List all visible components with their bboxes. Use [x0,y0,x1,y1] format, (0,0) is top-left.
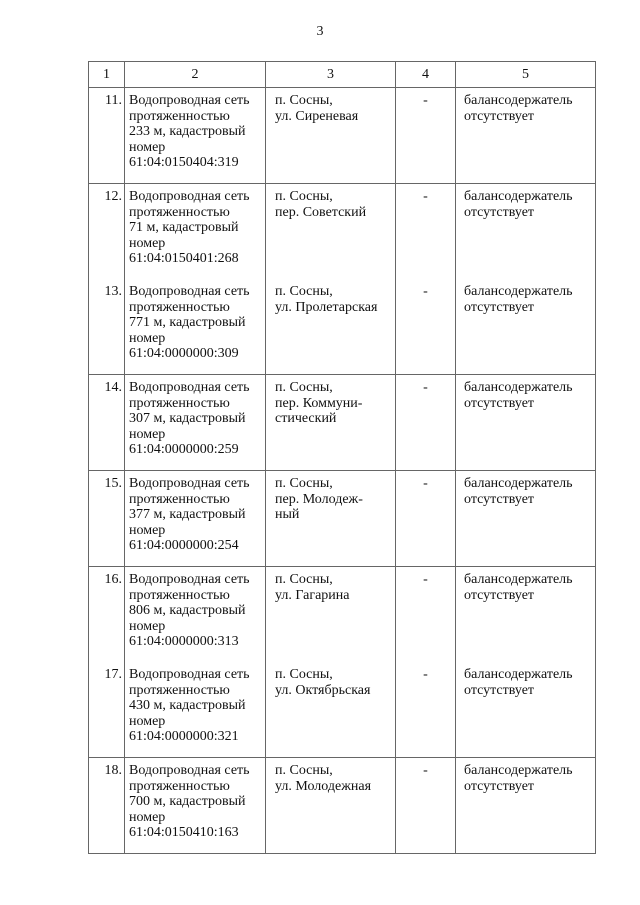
object-name-line: протяженностью [129,108,230,124]
holder-cell [456,662,596,758]
object-name-line: 61:04:0000000:313 [129,634,239,650]
address-cell [266,758,396,854]
address-cell [266,567,396,663]
object-name-line: Водопроводная сеть [129,189,250,204]
address-cell [266,471,396,567]
address-cell [266,662,396,758]
holder-line: отсутствует [464,204,535,220]
object-name-line: 61:04:0000000:254 [129,538,239,554]
object-name-cell [125,88,266,184]
address-line: стический [275,411,337,427]
address-line: ул. Пролетарская [275,299,378,315]
row-number: 14. [89,375,125,471]
holder-line: отсутствует [464,778,535,794]
object-name-line: 61:04:0000000:309 [129,346,239,362]
object-name-cell [125,758,266,854]
object-name-line: Водопроводная сеть [129,380,250,395]
holder-line: отсутствует [464,587,535,603]
address-line: пер. Молодеж- [275,491,363,507]
column-4-value: - [396,88,456,184]
table-row [89,662,596,758]
page-number: 3 [316,24,324,39]
holder-cell [456,375,596,471]
address-line: ул. Гагарина [275,587,350,603]
object-name-line: протяженностью [129,778,230,794]
holder-line: балансодержатель [464,380,573,395]
object-name-line: 61:04:0000000:259 [129,442,239,458]
address-cell [266,88,396,184]
holder-line: балансодержатель [464,763,573,778]
address-line: п. Сосны, [275,667,333,682]
object-name-cell [125,567,266,663]
table-row [89,567,596,663]
object-name-line: 61:04:0000000:321 [129,729,239,745]
object-name-line: номер [129,713,166,729]
holder-cell [456,471,596,567]
address-line: п. Сосны, [275,93,333,108]
object-name-line: Водопроводная сеть [129,572,250,587]
object-name-line: номер [129,618,166,634]
object-name-line: 233 м, кадастровый [129,124,246,140]
holder-cell [456,184,596,280]
column-4-value: - [396,375,456,471]
address-line: пер. Коммуни- [275,395,363,411]
holder-line: балансодержатель [464,93,573,108]
column-header-1: 1 [89,62,125,88]
holder-line: отсутствует [464,491,535,507]
row-number: 15. [89,471,125,567]
object-name-line: 61:04:0150410:163 [129,825,239,841]
holder-line: отсутствует [464,682,535,698]
holder-line: отсутствует [464,395,535,411]
object-name-line: 806 м, кадастровый [129,603,246,619]
object-name-cell [125,184,266,280]
column-header-2: 2 [125,62,266,88]
object-name-line: Водопроводная сеть [129,284,250,299]
object-name-line: 71 м, кадастровый [129,220,239,236]
table-header-row [89,62,596,88]
column-4-value: - [396,184,456,280]
address-cell [266,184,396,280]
object-name-line: Водопроводная сеть [129,667,250,682]
property-table [88,61,596,854]
column-header-3: 3 [266,62,396,88]
object-name-line: протяженностью [129,491,230,507]
row-number: 16. [89,567,125,663]
row-number: 12. [89,184,125,280]
holder-line: балансодержатель [464,189,573,204]
object-name-line: номер [129,139,166,155]
holder-cell [456,758,596,854]
object-name-line: Водопроводная сеть [129,476,250,491]
holder-cell [456,88,596,184]
row-number: 18. [89,758,125,854]
column-4-value: - [396,662,456,758]
object-name-line: Водопроводная сеть [129,93,250,108]
column-4-value: - [396,758,456,854]
address-line: п. Сосны, [275,763,333,778]
object-name-cell [125,279,266,375]
row-number: 13. [89,279,125,375]
table-row [89,279,596,375]
holder-line: балансодержатель [464,667,573,682]
table-row [89,184,596,280]
object-name-line: номер [129,809,166,825]
holder-line: балансодержатель [464,572,573,587]
row-number: 11. [89,88,125,184]
row-number: 17. [89,662,125,758]
column-header-5: 5 [456,62,596,88]
table-row [89,758,596,854]
address-cell [266,279,396,375]
holder-line: балансодержатель [464,476,573,491]
object-name-line: 377 м, кадастровый [129,507,246,523]
object-name-line: протяженностью [129,682,230,698]
object-name-line: протяженностью [129,204,230,220]
column-4-value: - [396,279,456,375]
address-line: п. Сосны, [275,380,333,395]
address-line: п. Сосны, [275,284,333,299]
address-line: п. Сосны, [275,189,333,204]
object-name-cell [125,375,266,471]
object-name-line: протяженностью [129,395,230,411]
holder-cell [456,567,596,663]
object-name-line: 307 м, кадастровый [129,411,246,427]
address-line: п. Сосны, [275,476,333,491]
table-row [89,88,596,184]
address-line: ул. Сиреневая [275,108,359,124]
address-line: п. Сосны, [275,572,333,587]
column-header-4: 4 [396,62,456,88]
object-name-line: номер [129,522,166,538]
holder-line: отсутствует [464,299,535,315]
object-name-line: номер [129,330,166,346]
object-name-line: 61:04:0150401:268 [129,251,239,267]
object-name-cell [125,471,266,567]
object-name-line: номер [129,235,166,251]
object-name-cell [125,662,266,758]
object-name-line: Водопроводная сеть [129,763,250,778]
object-name-line: 771 м, кадастровый [129,315,246,331]
holder-line: отсутствует [464,108,535,124]
object-name-line: 700 м, кадастровый [129,794,246,810]
holder-line: балансодержатель [464,284,573,299]
address-line: ный [275,507,300,523]
address-cell [266,375,396,471]
address-line: ул. Октябрьская [275,682,371,698]
column-4-value: - [396,567,456,663]
address-line: пер. Советский [275,204,367,220]
holder-cell [456,279,596,375]
object-name-line: 61:04:0150404:319 [129,155,239,171]
column-4-value: - [396,471,456,567]
table-row [89,375,596,471]
object-name-line: 430 м, кадастровый [129,698,246,714]
object-name-line: номер [129,426,166,442]
address-line: ул. Молодежная [275,778,372,794]
object-name-line: протяженностью [129,299,230,315]
object-name-line: протяженностью [129,587,230,603]
table-row [89,471,596,567]
